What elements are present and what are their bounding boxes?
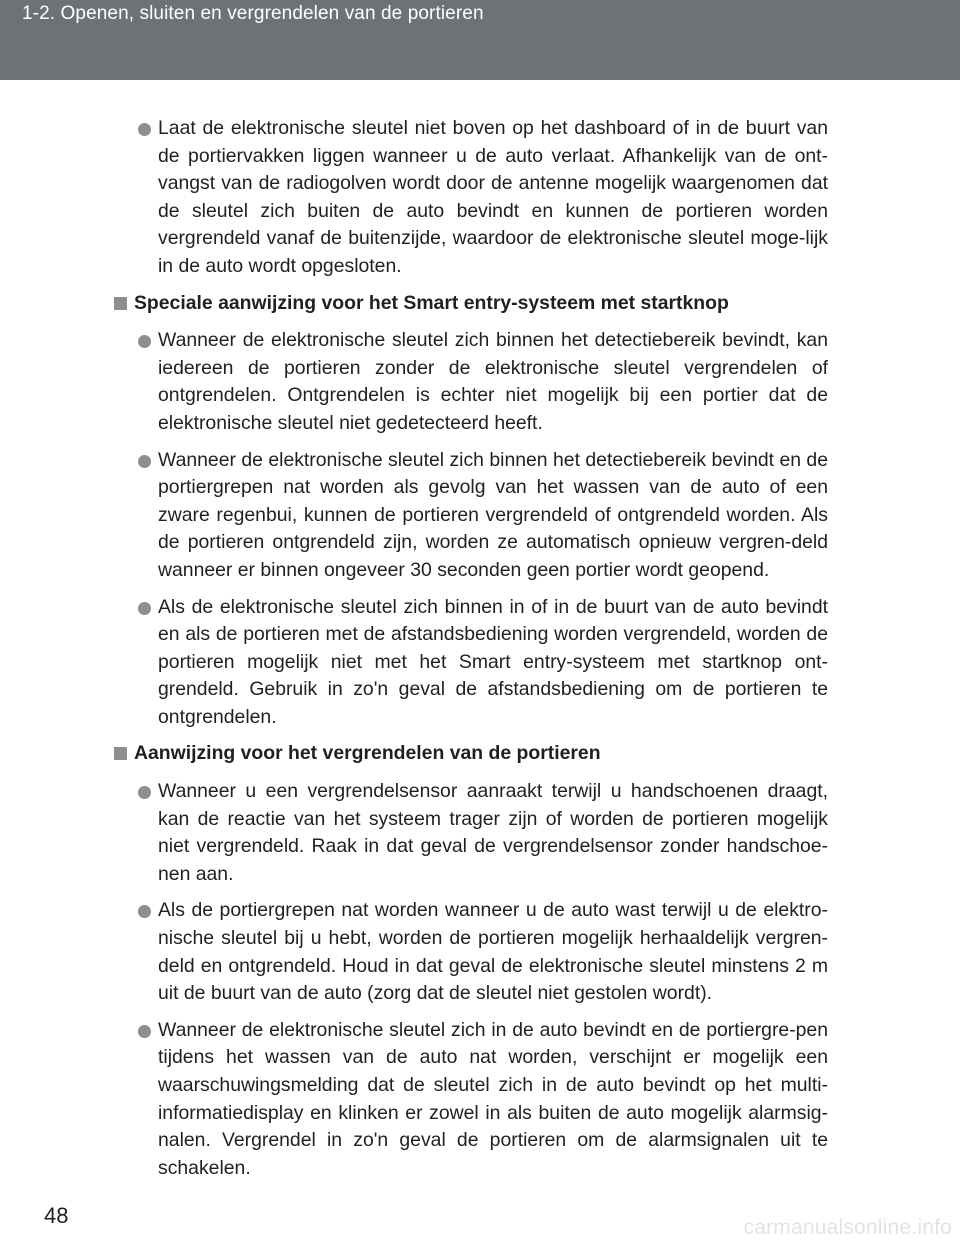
bullet-item [112, 897, 828, 1007]
chapter-header [0, 0, 960, 80]
bullet-item [112, 594, 828, 732]
section-heading-text: Speciale aanwijzing voor het Smart entry-systeem met startknop [134, 291, 729, 314]
bullet-dot-icon [138, 335, 151, 348]
bullet-item [112, 447, 828, 585]
section-square-icon [114, 747, 127, 760]
bullet-item [112, 1017, 828, 1183]
page-content [112, 115, 828, 1191]
section-heading-text: Aanwijzing voor het vergrendelen van de portieren [134, 742, 601, 765]
bullet-dot-icon [138, 1025, 151, 1038]
page-number: 48 [44, 1203, 69, 1228]
bullet-item [112, 778, 828, 888]
bullet-text: Als de elektronische sleutel zich binnen in of in de buurt van de auto bevindt en als de portieren met de afstandsbediening worden vergrendeld, worden de portieren mogelijk niet met het Smart entry-systeem met startknop ont-grendeld. Gebruik in zo'n geval de afstandsbediening om de portieren te ontgrendelen. [158, 595, 828, 728]
bullet-text: Wanneer de elektronische sleutel zich binnen het detectiebereik bevindt, kan iedereen de portieren zonder de elektronische sleutel vergrendelen of ontgrendelen. Ontgrendelen is echter niet mogelijk bij een portier dat de elektronische sleutel niet gedetecteerd heeft. [158, 329, 828, 434]
bullet-text: Wanneer de elektronische sleutel zich in de auto bevindt en de portiergre-pen tijdens het wassen van de auto nat worden, verschijnt er mogelijk een waarschuwingsmelding dat de sleutel zich in de auto bevindt op het multi-informatiedisplay en klinken er zowel in als buiten de auto mogelijk alarmsig-nalen. Vergrendel in zo'n geval de portieren om de alarmsignalen uit te schakelen. [158, 1018, 828, 1179]
bullet-item [112, 115, 828, 281]
bullet-text: Laat de elektronische sleutel niet boven op het dashboard of in de buurt van de portiervakken liggen wanneer u de auto verlaat. Afhankelijk van de ont-vangst van de radiogolven wordt door de antenne mogelijk waargenomen dat de sleutel zich buiten de auto bevindt en kunnen de portieren worden vergrendeld vanaf de buitenzijde, waardoor de elektronische sleutel moge-lijk in de auto wordt opgesloten. [158, 117, 828, 277]
bullet-text: Wanneer u een vergrendelsensor aanraakt terwijl u handschoenen draagt, kan de reactie van het systeem trager zijn of worden de portieren mogelijk niet vergrendeld. Raak in dat geval de vergrendelsensor zonder handschoe-nen aan. [158, 780, 828, 885]
section-heading [112, 740, 828, 768]
bullet-dot-icon [138, 905, 151, 918]
watermark: carmanualsonline.info [743, 1216, 952, 1239]
bullet-dot-icon [138, 455, 151, 468]
bullet-dot-icon [138, 123, 151, 136]
bullet-item [112, 327, 828, 437]
chapter-title: 1-2. Openen, sluiten en vergrendelen van de portieren [22, 3, 484, 24]
section-heading [112, 290, 828, 318]
section-square-icon [114, 297, 127, 310]
bullet-text: Wanneer de elektronische sleutel zich binnen het detectiebereik bevindt en de portiergrepen nat worden als gevolg van het wassen van de auto of een zware regenbui, kunnen de portieren vergrendeld of ontgrendeld worden. Als de portieren ontgrendeld zijn, worden ze automatisch opnieuw vergren-deld wanneer er binnen ongeveer 30 seconden geen portier wordt geopend. [158, 448, 828, 581]
bullet-dot-icon [138, 602, 151, 615]
bullet-text: Als de portiergrepen nat worden wanneer u de auto wast terwijl u de elektro-nische sleutel bij u hebt, worden de portieren mogelijk herhaaldelijk vergren-deld en ontgrendeld. Houd in dat geval de elektronische sleutel minstens 2 m uit de buurt van de auto (zorg dat de sleutel niet gestolen wordt). [158, 899, 828, 1005]
bullet-dot-icon [138, 786, 151, 799]
